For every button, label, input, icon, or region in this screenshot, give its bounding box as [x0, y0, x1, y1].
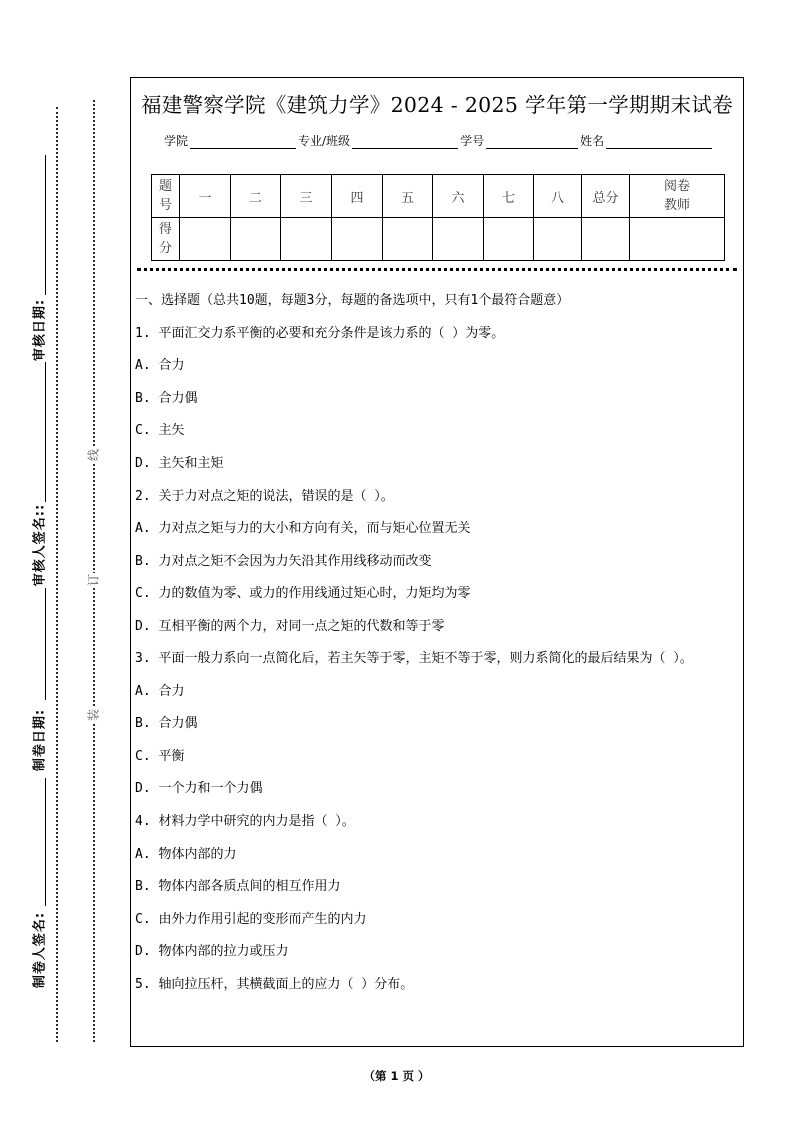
grader-cell[interactable] — [630, 218, 725, 261]
row-header-score — [152, 218, 180, 261]
option — [135, 746, 737, 779]
column-header: 一 — [180, 175, 231, 218]
option-key: B. — [135, 879, 151, 895]
score-cell[interactable] — [383, 218, 433, 261]
column-header-grader — [630, 175, 725, 218]
signature-rule — [45, 588, 46, 700]
option — [135, 778, 737, 811]
option — [135, 681, 737, 714]
dotted-separator — [137, 268, 737, 271]
column-header: 五 — [383, 175, 433, 218]
exam-title: 福建警察学院《建筑力学》2024 - 2025 学年第一学期期末试卷 — [140, 93, 734, 117]
compiler-signature-label: 制卷人签名: — [32, 911, 48, 989]
column-header: 六 — [433, 175, 484, 218]
option-key: B. — [135, 716, 151, 732]
binding-char-bind: 装 — [86, 708, 101, 722]
option-text: 物体内部的拉力或压力 — [158, 944, 289, 960]
student-info-row — [164, 132, 714, 149]
option — [135, 616, 737, 649]
row-header-char: 题 — [158, 179, 172, 194]
column-header: 二 — [231, 175, 281, 218]
option-text: 合力偶 — [158, 390, 198, 406]
field-label-major-class: 专业/班级 — [298, 134, 351, 148]
name-field[interactable] — [606, 134, 712, 149]
option — [135, 355, 737, 388]
question-stem — [135, 811, 737, 844]
option — [135, 420, 737, 453]
option-text: 互相平衡的两个力，对同一点之矩的代数和等于零 — [158, 618, 445, 634]
field-label-student-id: 学号 — [460, 134, 485, 148]
exam-content — [135, 290, 737, 1006]
row-header-question-number — [152, 175, 180, 218]
page-number: （第 1 页 ） — [363, 1069, 430, 1083]
option-text: 合力偶 — [158, 716, 198, 732]
option — [135, 876, 737, 909]
column-header: 七 — [484, 175, 534, 218]
question-stem — [135, 974, 737, 1007]
signature-rule — [45, 155, 46, 295]
option-key: A. — [135, 683, 151, 699]
grader-label-line: 教师 — [663, 198, 690, 213]
option — [135, 713, 737, 746]
college-field[interactable] — [190, 134, 296, 149]
exam-paper-frame — [130, 77, 744, 1047]
option-key: C. — [135, 586, 151, 602]
total-score-cell[interactable] — [582, 218, 630, 261]
option-text: 物体内部的力 — [158, 846, 237, 862]
field-label-college: 学院 — [164, 134, 189, 148]
option-text: 一个力和一个力偶 — [158, 781, 263, 797]
question-text: 平面汇交力系平衡的必要和充分条件是该力系的（ ）为零。 — [158, 325, 505, 341]
column-header: 四 — [332, 175, 383, 218]
score-table-header-row — [152, 175, 725, 218]
option-text: 力的数值为零、或力的作用线通过矩心时，力矩均为零 — [158, 586, 471, 602]
score-cell[interactable] — [231, 218, 281, 261]
option-text: 平衡 — [158, 748, 185, 764]
signature-rule — [45, 778, 46, 906]
binding-char-line: 线 — [86, 448, 101, 462]
reviewer-signature-label: 审核人签名:: — [32, 503, 48, 587]
question-number: 3. — [135, 650, 151, 666]
score-cell[interactable] — [281, 218, 332, 261]
option-key: B. — [135, 553, 151, 569]
binding-dotted-line-outer — [93, 100, 95, 1042]
option — [135, 551, 737, 584]
score-cell[interactable] — [433, 218, 484, 261]
option-key: D. — [135, 618, 151, 634]
question-text: 轴向拉压杆，其横截面上的应力（ ）分布。 — [158, 976, 414, 992]
score-cell[interactable] — [180, 218, 231, 261]
question-number: 1. — [135, 325, 151, 341]
option-text: 力对点之矩不会因为力矢沿其作用线移动而改变 — [158, 553, 432, 569]
column-header: 八 — [534, 175, 582, 218]
option-text: 主矢 — [158, 423, 185, 439]
option — [135, 388, 737, 421]
binding-char-staple: 订 — [86, 573, 101, 587]
question-text: 关于力对点之矩的说法，错误的是（ ）。 — [158, 488, 394, 504]
option-text: 物体内部各质点间的相互作用力 — [158, 879, 341, 895]
question-number: 5. — [135, 976, 151, 992]
score-cell[interactable] — [332, 218, 383, 261]
question-stem — [135, 649, 737, 669]
binding-dotted-line-inner — [56, 107, 58, 1042]
score-cell[interactable] — [484, 218, 534, 261]
option-key: C. — [135, 911, 151, 927]
field-label-name: 姓名 — [580, 134, 605, 148]
option-text: 合力 — [158, 358, 185, 374]
question-text: 材料力学中研究的内力是指（ ）。 — [158, 813, 355, 829]
option — [135, 909, 737, 942]
option-key: A. — [135, 358, 151, 374]
option-text: 力对点之矩与力的大小和方向有关，而与矩心位置无关 — [158, 521, 471, 537]
option-key: A. — [135, 846, 151, 862]
question-number: 4. — [135, 813, 151, 829]
score-table — [151, 174, 725, 261]
option-key: D. — [135, 455, 151, 471]
option-text: 主矢和主矩 — [158, 455, 224, 471]
signature-rule — [45, 362, 46, 502]
grader-label-line: 阅卷 — [663, 179, 690, 194]
option — [135, 844, 737, 877]
option — [135, 518, 737, 551]
option-key: C. — [135, 748, 151, 764]
question-stem — [135, 486, 737, 519]
row-header-char: 得 — [158, 222, 172, 237]
option-key: C. — [135, 423, 151, 439]
option-key: B. — [135, 390, 151, 406]
option — [135, 453, 737, 486]
row-header-char: 分 — [158, 241, 172, 256]
option-text: 合力 — [158, 683, 185, 699]
row-header-char: 号 — [158, 198, 172, 213]
compile-date-label: 制卷日期: — [32, 708, 48, 772]
student-id-field[interactable] — [486, 134, 578, 149]
question-text: 平面一般力系向一点简化后，若主矢等于零，主矩不等于零，则力系简化的最后结果为（ ）。 — [158, 650, 693, 666]
score-table-score-row — [152, 218, 725, 261]
option-key: A. — [135, 521, 151, 537]
review-date-label: 审核日期: — [32, 298, 48, 362]
question-number: 2. — [135, 488, 151, 504]
option — [135, 583, 737, 616]
option-key: D. — [135, 781, 151, 797]
major-class-field[interactable] — [352, 134, 458, 149]
section-heading: 一、选择题（总共10题，每题3分，每题的备选项中，只有1个最符合题意） — [135, 293, 570, 308]
option-text: 由外力作用引起的变形而产生的内力 — [158, 911, 367, 927]
option — [135, 941, 737, 974]
score-cell[interactable] — [534, 218, 582, 261]
question-stem — [135, 323, 737, 356]
column-header-total: 总分 — [582, 175, 630, 218]
column-header: 三 — [281, 175, 332, 218]
option-key: D. — [135, 944, 151, 960]
